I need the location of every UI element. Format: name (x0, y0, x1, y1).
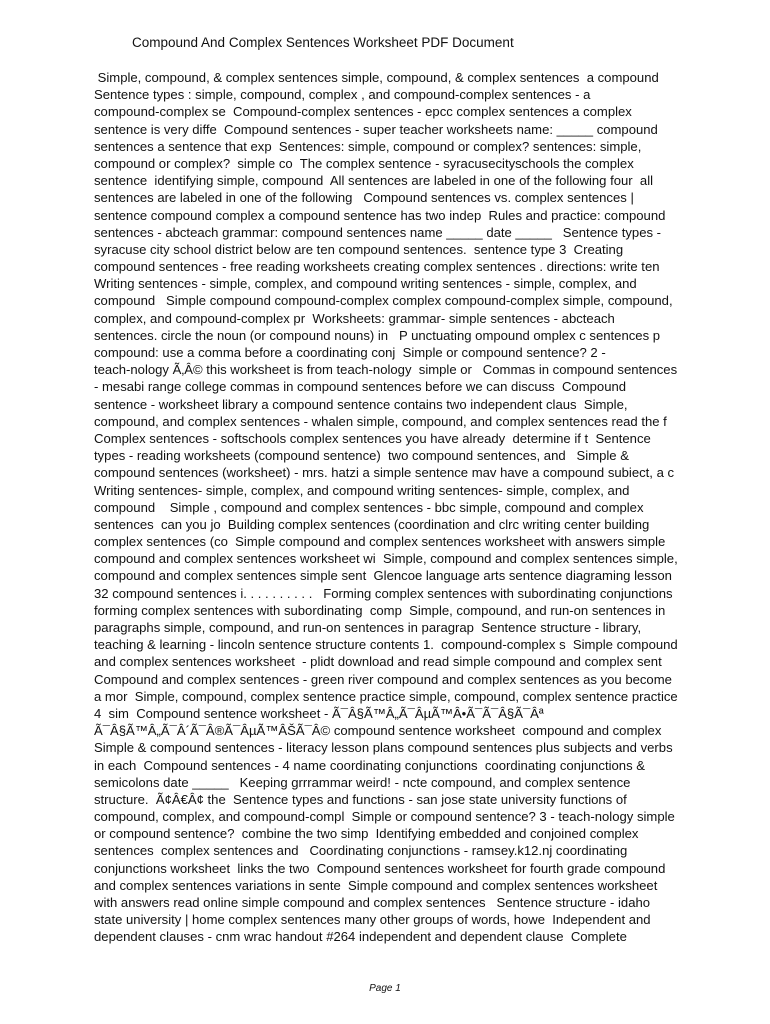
body-text-line: sentence compound complex a compound sentence has two indep Rules and practice: compound (94, 207, 666, 223)
body-text-line: complex sentences (co Simple compound and complex sentences worksheet with answers simple (94, 534, 666, 550)
body-text-line: Ã¯Â§Ã™Â„Ã¯Â´Ã¯Â®Ã¯ÂµÃ™ÂŠÃ¯Â© compound sentence worksheet compound and complex (94, 723, 662, 739)
document-body (94, 69, 754, 946)
body-text-line: compound, and complex sentences - whalen simple, compound, and complex sentences read the f (94, 413, 667, 429)
body-text-line: conjunctions worksheet links the two Compound sentences worksheet for fourth grade compound (94, 860, 666, 876)
body-text-line: semicolons date _____ Keeping grrrammar weird! - ncte compound, and complex sentence (94, 774, 631, 790)
body-text-line: compound Simple , compound and complex sentences - bbc simple, compound and complex (94, 499, 644, 515)
body-text-line: sentence is very diffe Compound sentences - super teacher worksheets name: _____ compound (94, 121, 658, 137)
body-text-line: types - reading worksheets (compound sentence) two compound sentences, and Simple & (94, 448, 629, 464)
body-text-line: sentence identifying simple, compound All sentences are labeled in one of the following four all (94, 173, 654, 189)
body-text-line: and complex sentences variations in sente Simple compound and complex sentences worksheet (94, 877, 658, 893)
body-text-line: a mor Simple, compound, complex sentence practice simple, compound, complex sentence practice (94, 688, 678, 704)
body-text-line: sentences can you jo Building complex sentences (coordination and clrc writing center building (94, 516, 650, 532)
body-text-line: teach-nology Ã‚Â© this worksheet is from teach-nology simple or Commas in compound sentences (94, 362, 678, 378)
body-text-line: compound-complex se Compound-complex sentences - epcc complex sentences a complex (94, 104, 632, 120)
body-text-line: state university | home complex sentences many other groups of words, howe Independent and (94, 912, 651, 928)
body-text-line: sentences are labeled in one of the following Compound sentences vs. complex sentences | (94, 190, 634, 206)
body-text-line: complex, and compound-complex pr Worksheets: grammar- simple sentences - abcteach (94, 310, 615, 326)
body-text-line: forming complex sentences with subordinating comp Simple, compound, and run-on sentences in (94, 602, 666, 618)
body-text-line: or compound sentence? combine the two simp Identifying embedded and conjoined complex (94, 826, 639, 842)
body-text-line: - mesabi range college commas in compound sentences before we can discuss Compound (94, 379, 627, 395)
body-text-line: sentences - abcteach grammar: compound sentences name _____ date _____ Sentence types - (94, 224, 662, 240)
body-text-line: compound and complex sentences simple sent Glencoe language arts sentence diagraming lesson (94, 568, 672, 584)
body-text-line: sentence - worksheet library a compound sentence contains two independent claus Simple, (94, 396, 628, 412)
body-text-line: Sentence types : simple, compound, complex , and compound-complex sentences - a (94, 87, 591, 103)
body-text-line: compound and complex sentences worksheet wi Simple, compound and complex sentences simple, (94, 551, 678, 567)
body-text-line: with answers read online simple compound and complex sentences Sentence structure - idaho (94, 895, 651, 910)
body-text-line: sentences complex sentences and Coordinating conjunctions - ramsey.k12.nj coordinating (94, 843, 628, 859)
body-text-line: structure. Ã¢Â€Â¢ the Sentence types and functions - san jose state university functions of (94, 791, 627, 807)
body-text-line: sentences a sentence that exp Sentences: simple, compound or complex? sentences: simple, (94, 138, 642, 154)
body-text-line: 32 compound sentences i. . . . . . . . . . Forming complex sentences with subordinating conjunctions (94, 585, 673, 601)
body-text-line: Writing sentences - simple, complex, and compound writing sentences - simple, complex, and (94, 276, 637, 292)
page-number: Page 1 (369, 983, 401, 994)
body-text-line: compound sentences (worksheet) - mrs. hatzi a simple sentence mav have a compound subiect, a c (94, 465, 675, 481)
body-text-line: compound sentences - free reading worksheets creating complex sentences . directions: write ten (94, 259, 660, 275)
body-text-line: teaching & learning - lincoln sentence structure contents 1. compound-complex s Simple compound (94, 637, 678, 653)
body-text-line: Complex sentences - softschools complex sentences you have already determine if t Sentence (94, 430, 651, 446)
body-text-line: 4 sim Compound sentence worksheet - Ã¯Â§Ã™Â„Ã¯ÂµÃ™Â•Ã¯Ã¯Â§Ã¯Âª (94, 705, 544, 721)
body-text-line: Compound and complex sentences - green river compound and complex sentences as you become (94, 671, 672, 687)
body-text-line: and complex sentences worksheet - plidt download and read simple compound and complex sent (94, 654, 662, 670)
body-text-line: sentences. circle the noun (or compound nouns) in P unctuating ompound omplex c sentences p (94, 327, 661, 343)
document-title: Compound And Complex Sentences Worksheet PDF Document (132, 35, 514, 50)
body-text-line: Writing sentences- simple, complex, and compound writing sentences- simple, complex, and (94, 482, 630, 498)
body-text-line: Simple, compound, & complex sentences simple, compound, & complex sentences a compound (94, 70, 659, 85)
body-text-line: in each Compound sentences - 4 name coordinating conjunctions coordinating conjunctions & (94, 757, 646, 773)
body-text-line: paragraphs simple, compound, and run-on sentences in paragrap Sentence structure - library, (94, 620, 642, 635)
body-text-line: Simple & compound sentences - literacy lesson plans compound sentences plus subjects and verbs (94, 740, 673, 756)
body-text-line: compound Simple compound compound-complex complex compound-complex simple, compound, (94, 293, 673, 309)
body-text-line: compound: use a comma before a coordinating conj Simple or compound sentence? 2 - (94, 345, 606, 360)
body-text-line: dependent clauses - cnm wrac handout #264 independent and dependent clause Complete (94, 929, 627, 945)
body-text-line: compound, complex, and compound-compl Simple or compound sentence? 3 - teach-nology simple (94, 809, 675, 825)
body-text-line: syracuse city school district below are ten compound sentences. sentence type 3 Creating (94, 241, 624, 257)
body-text-line: compound or complex? simple co The complex sentence - syracusecityschools the complex (94, 155, 634, 171)
